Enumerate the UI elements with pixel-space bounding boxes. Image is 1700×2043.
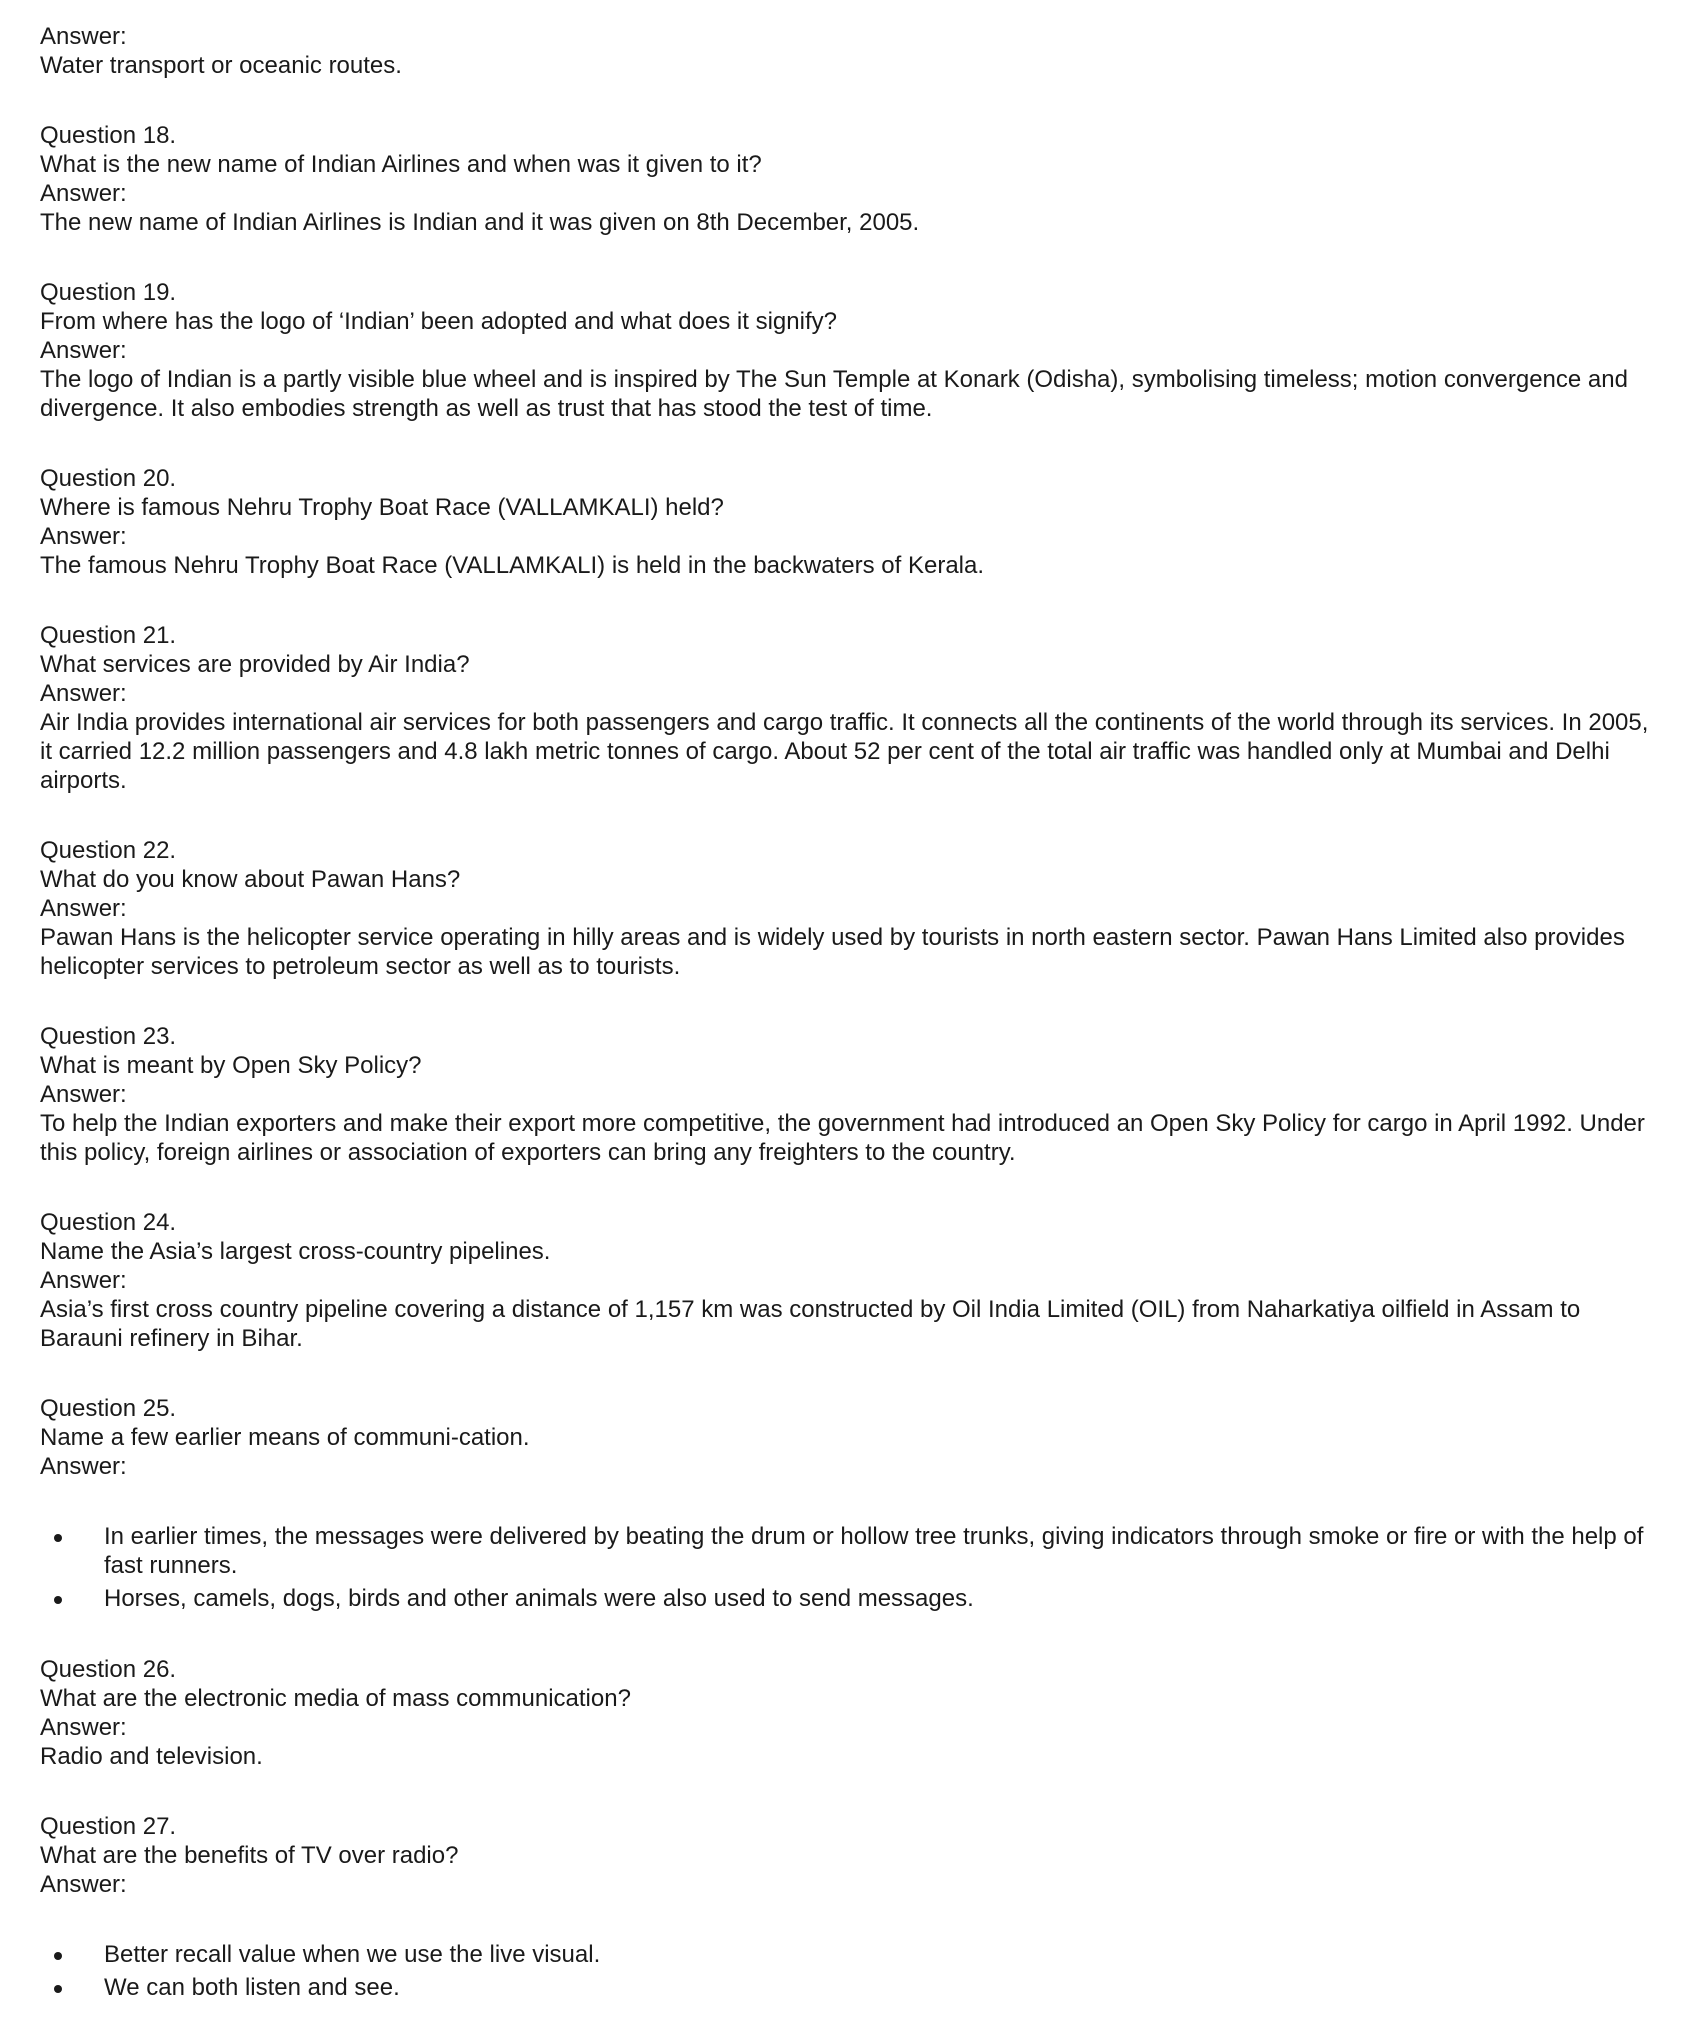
- answer-text: Air India provides international air services for both passengers and cargo traffic. It connects all the continents of the world through its services. In 2005, it carried 12.2 million passengers and 4.8 lakh metric tonnes of cargo. About 52 per cent of the total air traffic was handled only at Mumbai and Delhi airports.: [40, 709, 1649, 794]
- answer-text: The logo of Indian is a partly visible blue wheel and is inspired by The Sun Temple at Konark (Odisha), symbolising timeless; motion convergence and divergence. It also embodies strength as well as trust that has stood the test of time.: [40, 366, 1628, 422]
- question-text: Name a few earlier means of communi-cation.: [40, 1424, 530, 1451]
- answer-label: Answer:: [40, 680, 127, 707]
- question-text: Name the Asia’s largest cross-country pipelines.: [40, 1238, 551, 1265]
- answer-bullet-list: [40, 1940, 1665, 2002]
- intro-answer-block: [40, 22, 1665, 80]
- bullet-text: In earlier times, the messages were delivered by beating the drum or hollow tree trunks, giving indicators through smoke or fire or with the help of fast runners.: [104, 1523, 1644, 1579]
- question-number: Question 18.: [40, 122, 177, 149]
- spacer: [40, 1899, 1665, 1940]
- question-number: Question 24.: [40, 1209, 177, 1236]
- question-text: What are the electronic media of mass communication?: [40, 1685, 631, 1712]
- question-block-19: [40, 278, 1665, 423]
- question-text: What do you know about Pawan Hans?: [40, 866, 461, 893]
- question-text: From where has the logo of ‘Indian’ been adopted and what does it signify?: [40, 308, 837, 335]
- list-item: [40, 1940, 1665, 1969]
- answer-label: Answer:: [40, 523, 127, 550]
- question-block-20: [40, 464, 1665, 580]
- question-text: What is meant by Open Sky Policy?: [40, 1052, 422, 1079]
- question-number: Question 22.: [40, 837, 177, 864]
- question-text: What services are provided by Air India?: [40, 651, 470, 678]
- bullet-icon: [54, 1985, 62, 1993]
- answer-text: Radio and television.: [40, 1743, 263, 1770]
- question-text: What are the benefits of TV over radio?: [40, 1842, 459, 1869]
- document-page: [40, 22, 1665, 2043]
- question-number: Question 23.: [40, 1023, 177, 1050]
- question-number: Question 21.: [40, 622, 177, 649]
- question-block-26: [40, 1655, 1665, 1771]
- question-number: Question 25.: [40, 1395, 177, 1422]
- answer-label: Answer:: [40, 1267, 127, 1294]
- answer-bullet-list: [40, 1522, 1665, 1613]
- question-block-18: [40, 121, 1665, 237]
- list-item: [40, 1973, 1665, 2002]
- answer-label: Answer:: [40, 1871, 127, 1898]
- question-block-23: [40, 1022, 1665, 1167]
- answer-label: Answer:: [40, 337, 127, 364]
- question-text: Where is famous Nehru Trophy Boat Race (VALLAMKALI) held?: [40, 494, 724, 521]
- question-block-25: [40, 1394, 1665, 1613]
- answer-text: The new name of Indian Airlines is Indian and it was given on 8th December, 2005.: [40, 209, 920, 236]
- question-block-24: [40, 1208, 1665, 1353]
- answer-label: Answer:: [40, 895, 127, 922]
- list-item: [40, 1522, 1665, 1580]
- bullet-text: Horses, camels, dogs, birds and other animals were also used to send messages.: [104, 1585, 974, 1612]
- bullet-icon: [54, 1596, 62, 1604]
- question-number: Question 26.: [40, 1656, 177, 1683]
- bullet-icon: [54, 1952, 62, 1960]
- question-text: What is the new name of Indian Airlines and when was it given to it?: [40, 151, 762, 178]
- answer-label: Answer:: [40, 1453, 127, 1480]
- answer-label: Answer:: [40, 1081, 127, 1108]
- answer-label: Answer:: [40, 1714, 127, 1741]
- bullet-text: We can both listen and see.: [104, 1974, 400, 2001]
- answer-text: To help the Indian exporters and make their export more competitive, the government had introduced an Open Sky Policy for cargo in April 1992. Under this policy, foreign airlines or association of exporters can bring any freighters to the country.: [40, 1110, 1645, 1166]
- answer-text: Pawan Hans is the helicopter service operating in hilly areas and is widely used by tourists in north eastern sector. Pawan Hans Limited also provides helicopter services to petroleum sector as well as to tourists.: [40, 924, 1625, 980]
- question-number: Question 20.: [40, 465, 177, 492]
- question-block-21: [40, 621, 1665, 795]
- bullet-icon: [54, 1534, 62, 1542]
- question-block-27: [40, 1812, 1665, 2002]
- answer-text: Asia’s first cross country pipeline covering a distance of 1,157 km was constructed by Oil India Limited (OIL) from Naharkatiya oilfield in Assam to Barauni refinery in Bihar.: [40, 1296, 1581, 1352]
- list-item: [40, 1584, 1665, 1613]
- answer-text: The famous Nehru Trophy Boat Race (VALLAMKALI) is held in the backwaters of Kerala.: [40, 552, 985, 579]
- answer-text: Water transport or oceanic routes.: [40, 52, 402, 79]
- bullet-text: Better recall value when we use the live visual.: [104, 1941, 601, 1968]
- question-number: Question 19.: [40, 279, 177, 306]
- answer-label: Answer:: [40, 180, 127, 207]
- question-number: Question 27.: [40, 1813, 177, 1840]
- question-block-22: [40, 836, 1665, 981]
- answer-label: Answer:: [40, 23, 127, 50]
- spacer: [40, 1481, 1665, 1522]
